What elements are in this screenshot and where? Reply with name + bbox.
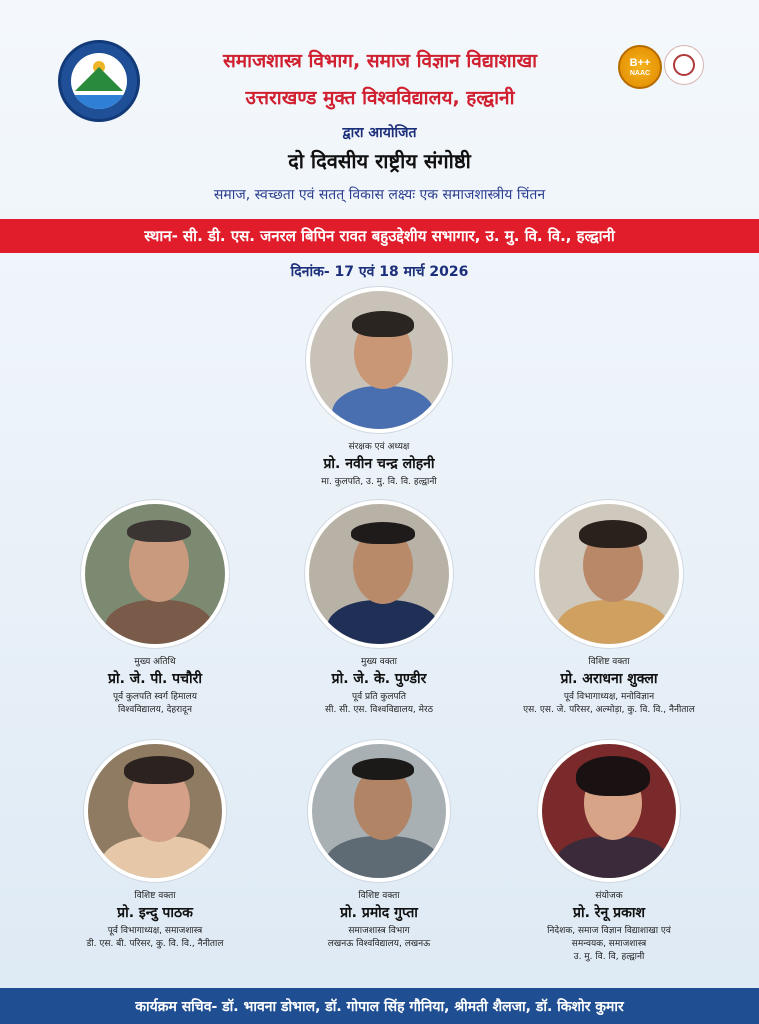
speaker-card bbox=[494, 500, 724, 717]
organized-by: द्वारा आयोजित bbox=[342, 125, 417, 141]
seminar-theme: समाज, स्वच्छता एवं सतत् विकास लक्ष्यः एक समाजशास्त्रीय चिंतन bbox=[213, 187, 546, 203]
speaker-designation-1: निदेशक, समाज विज्ञान विद्याशाखा एवं bbox=[547, 926, 671, 936]
speaker-role: विशिष्ट वक्ता bbox=[134, 891, 176, 901]
speaker-role: संयोजक bbox=[595, 891, 623, 901]
speaker-card bbox=[279, 500, 479, 717]
department-title: समाजशास्त्र विभाग, समाज विज्ञान विद्याशाखा bbox=[222, 50, 538, 72]
speaker-card bbox=[494, 740, 724, 964]
patron-designation: मा. कुलपति, उ. मु. वि. वि. हल्द्वानी bbox=[321, 477, 437, 487]
venue-banner bbox=[0, 219, 759, 253]
speaker-card bbox=[55, 500, 255, 717]
speaker-name: प्रो. प्रमोद गुप्ता bbox=[340, 905, 418, 921]
program-secretaries: कार्यक्रम सचिव- डॉ. भावना डोभाल, डॉ. गोपाल सिंह गौनिया, श्रीमती शैलजा, डॉ. किशोर कुमार bbox=[135, 998, 624, 1015]
speaker-designation-1: पूर्व कुलपति स्वर्ग हिमालय bbox=[112, 692, 197, 702]
speaker-designation-1: पूर्व विभागाध्यक्ष, समाजशास्त्र bbox=[107, 926, 203, 936]
naac-grade: B++ bbox=[629, 57, 651, 69]
patron-photo bbox=[306, 287, 452, 433]
speaker-designation-2: सी. सी. एस. विश्वविद्यालय, मेरठ bbox=[325, 705, 433, 715]
university-logo bbox=[58, 40, 140, 122]
patron-name: प्रो. नवीन चन्द्र लोहनी bbox=[323, 456, 435, 472]
speaker-designation-1: पूर्व विभागाध्यक्ष, मनोविज्ञान bbox=[563, 692, 655, 702]
speaker-designation-2: विश्वविद्यालय, देहरादून bbox=[118, 705, 192, 715]
emblem-logo bbox=[664, 45, 704, 85]
speaker-card bbox=[279, 740, 479, 951]
speaker-role: विशिष्ट वक्ता bbox=[358, 891, 400, 901]
speaker-role: मुख्य अतिथि bbox=[134, 657, 176, 667]
seminar-title: दो दिवसीय राष्ट्रीय संगोष्ठी bbox=[288, 149, 471, 173]
speaker-designation-2: एस. एस. जे. परिसर, अल्मोड़ा, कु. वि. वि., नैनीताल bbox=[523, 705, 695, 715]
speaker-photo bbox=[535, 500, 683, 648]
university-title: उत्तराखण्ड मुक्त विश्वविद्यालय, हल्द्वानी bbox=[245, 87, 515, 109]
speaker-name: प्रो. जे. के. पुण्डीर bbox=[331, 671, 427, 687]
event-date: दिनांक- 17 एवं 18 मार्च 2026 bbox=[290, 264, 469, 280]
speaker-photo bbox=[84, 740, 226, 882]
speaker-designation-3: उ. मु. वि. वि, हल्द्वानी bbox=[573, 952, 645, 962]
speaker-designation-2: लखनऊ विश्वविद्यालय, लखनऊ bbox=[327, 939, 431, 949]
speaker-photo bbox=[308, 740, 450, 882]
speaker-designation-1: समाजशास्त्र विभाग bbox=[348, 926, 410, 936]
speaker-card bbox=[55, 740, 255, 951]
speaker-role: मुख्य वक्ता bbox=[360, 657, 398, 667]
naac-badge-logo bbox=[618, 45, 662, 89]
patron-role: संरक्षक एवं अध्यक्ष bbox=[348, 442, 410, 452]
patron-card bbox=[279, 287, 479, 489]
footer-banner bbox=[0, 988, 759, 1024]
venue-text: स्थान- सी. डी. एस. जनरल बिपिन रावत बहुउद्देशीय सभागार, उ. मु. वि. वि., हल्द्वानी bbox=[144, 227, 615, 245]
speaker-name: प्रो. रेनू प्रकाश bbox=[572, 905, 646, 921]
speaker-photo bbox=[305, 500, 453, 648]
speaker-designation-2: डी. एस. बी. परिसर, कु. वि. वि., नैनीताल bbox=[86, 939, 224, 949]
speaker-photo bbox=[538, 740, 680, 882]
speaker-designation-1: पूर्व प्रति कुलपति bbox=[351, 692, 406, 702]
naac-label: NAAC bbox=[629, 70, 651, 77]
speaker-name: प्रो. अराधना शुक्ला bbox=[560, 671, 658, 687]
speaker-designation-2: समन्वयक, समाजशास्त्र bbox=[571, 939, 647, 949]
speaker-name: प्रो. इन्दु पाठक bbox=[117, 905, 193, 921]
speaker-photo bbox=[81, 500, 229, 648]
speaker-name: प्रो. जे. पी. पचौरी bbox=[108, 671, 202, 687]
speaker-role: विशिष्ट वक्ता bbox=[588, 657, 630, 667]
